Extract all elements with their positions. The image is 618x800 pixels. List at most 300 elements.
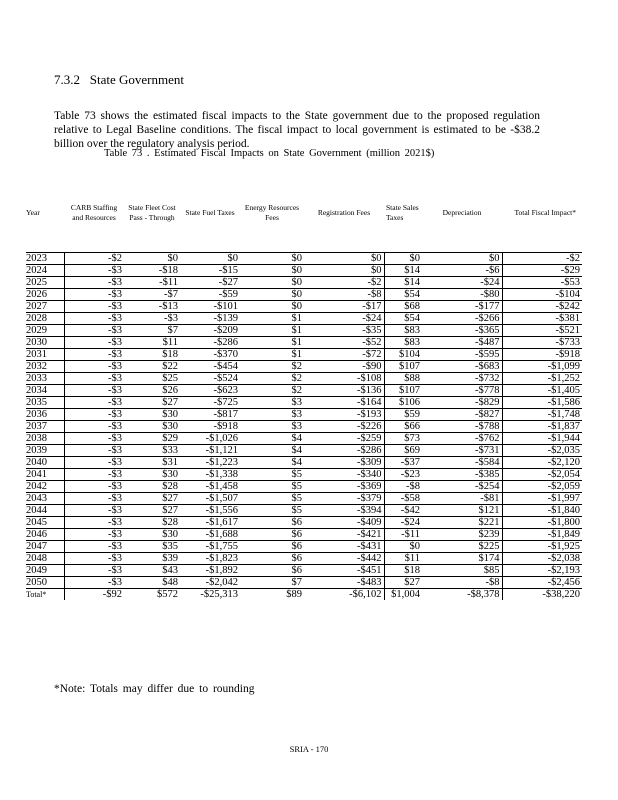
cell-depreciation: -$584 [422,457,502,469]
cell-carb-staffing: -$3 [64,409,124,421]
cell-state-fleet-cost: -$3 [124,313,180,325]
cell-carb-staffing: -$3 [64,385,124,397]
cell-carb-staffing: -$3 [64,553,124,565]
cell-total-fiscal-impact: -$521 [502,325,582,337]
cell-total-fiscal-impact: -$1,997 [502,493,582,505]
cell-state-fleet-cost: -$13 [124,301,180,313]
cell-state-sales-taxes: $106 [384,397,422,409]
cell-registration-fees: -$340 [304,469,384,481]
cell-depreciation: $225 [422,541,502,553]
cell-state-fuel-taxes: -$1,823 [180,553,240,565]
cell-energy-resources-fees: $0 [240,289,304,301]
cell-carb-staffing: -$3 [64,529,124,541]
cell-year: 2024 [26,265,64,277]
cell-carb-staffing: -$3 [64,481,124,493]
header-state-fuel-taxes: State Fuel Taxes [180,174,240,253]
cell-depreciation: -$762 [422,433,502,445]
cell-year: 2036 [26,409,64,421]
cell-state-fleet-cost: $0 [124,253,180,265]
cell-energy-resources-fees: $3 [240,409,304,421]
cell-carb-staffing: -$3 [64,445,124,457]
cell-registration-fees: -$164 [304,397,384,409]
cell-state-fuel-taxes: -$15 [180,265,240,277]
cell-energy-resources-fees: $3 [240,421,304,433]
table-caption: Table 73 . Estimated Fiscal Impacts on State Government (million 2021$) [104,148,435,159]
cell-state-sales-taxes: -$42 [384,505,422,517]
cell-energy-resources-fees: $1 [240,349,304,361]
cell-carb-staffing: -$3 [64,277,124,289]
cell-year: 2046 [26,529,64,541]
cell-state-fleet-cost: $22 [124,361,180,373]
cell-total-fiscal-impact: -$2,193 [502,565,582,577]
header-year: Year [26,174,64,253]
cell-year: 2045 [26,517,64,529]
cell-year: 2030 [26,337,64,349]
cell-energy-resources-fees: $0 [240,265,304,277]
cell-energy-resources-fees: $6 [240,541,304,553]
table-row [26,301,582,313]
cell-carb-staffing: -$3 [64,517,124,529]
cell-year: 2032 [26,361,64,373]
cell-depreciation: -$177 [422,301,502,313]
cell-energy-resources-fees: $7 [240,577,304,589]
cell-state-fuel-taxes: -$59 [180,289,240,301]
cell-year: 2039 [26,445,64,457]
table-header-row [26,174,582,253]
table-total-row [26,589,582,601]
cell-state-fleet-cost: $35 [124,541,180,553]
cell-state-fleet-cost: $39 [124,553,180,565]
cell-state-sales-taxes: $27 [384,577,422,589]
cell-registration-fees: $0 [304,265,384,277]
cell-state-fuel-taxes: -$918 [180,421,240,433]
cell-state-fuel-taxes: -$1,688 [180,529,240,541]
cell-depreciation: -$595 [422,349,502,361]
cell-state-fleet-cost: $25 [124,373,180,385]
cell-year: 2041 [26,469,64,481]
cell-state-fleet-cost: $7 [124,325,180,337]
table-row [26,313,582,325]
cell-registration-fees: -$90 [304,361,384,373]
cell-registration-fees: -$35 [304,325,384,337]
fiscal-impacts-table [26,174,582,600]
table-row [26,469,582,481]
cell-carb-staffing: -$3 [64,565,124,577]
cell-total-fiscal-impact: -$2,120 [502,457,582,469]
cell-carb-staffing: -$3 [64,577,124,589]
cell-total-fiscal-impact: -$29 [502,265,582,277]
cell-carb-staffing: -$3 [64,325,124,337]
cell-carb-staffing: -$3 [64,373,124,385]
header-state-sales-taxes: State Sales Taxes [384,174,422,253]
cell-total-fiscal-impact: -$1,586 [502,397,582,409]
cell-total-fiscal-impact: -$2,456 [502,577,582,589]
cell-total-fiscal-impact: -$2,054 [502,469,582,481]
cell-energy-resources-fees: $4 [240,445,304,457]
cell-total-fiscal-impact: -$53 [502,277,582,289]
cell-state-fleet-cost: $27 [124,397,180,409]
cell-year: 2023 [26,253,64,265]
cell-state-fuel-taxes: -$1,338 [180,469,240,481]
cell-registration-fees: -$52 [304,337,384,349]
cell-total-fiscal-impact: -$918 [502,349,582,361]
cell-energy-resources-fees: $4 [240,457,304,469]
cell-state-fuel-taxes: -$1,121 [180,445,240,457]
cell-registration-fees: -$442 [304,553,384,565]
table-row [26,493,582,505]
cell-state-fuel-taxes: -$1,892 [180,565,240,577]
cell-state-fleet-cost: $30 [124,421,180,433]
cell-total-fiscal-impact: -$1,837 [502,421,582,433]
cell-state-fuel-taxes: -$725 [180,397,240,409]
cell-year: 2029 [26,325,64,337]
cell-registration-fees: -$286 [304,445,384,457]
cell-depreciation: $121 [422,505,502,517]
table-row [26,577,582,589]
cell-state-sales-taxes: $66 [384,421,422,433]
cell-state-fleet-cost: $29 [124,433,180,445]
cell-state-fleet-cost: -$7 [124,289,180,301]
table-row [26,373,582,385]
table-row [26,481,582,493]
header-carb-staffing: CARB Staffing and Resources [64,174,124,253]
cell-state-sales-taxes: -$11 [384,529,422,541]
section-number: 7.3.2 [54,72,80,87]
cell-carb-staffing: -$3 [64,469,124,481]
cell-depreciation: -$731 [422,445,502,457]
cell-state-fuel-taxes: $0 [180,253,240,265]
cell-depreciation: -$8,378 [422,589,502,601]
cell-registration-fees: -$2 [304,277,384,289]
cell-state-fleet-cost: $28 [124,481,180,493]
cell-registration-fees: -$136 [304,385,384,397]
cell-state-fleet-cost: $26 [124,385,180,397]
cell-state-sales-taxes: $69 [384,445,422,457]
cell-state-sales-taxes: $107 [384,385,422,397]
cell-depreciation: -$732 [422,373,502,385]
cell-total-fiscal-impact: -$242 [502,301,582,313]
header-registration-fees: Registration Fees [304,174,384,253]
cell-carb-staffing: -$3 [64,493,124,505]
cell-state-fleet-cost: $48 [124,577,180,589]
cell-total-fiscal-impact: -$2,035 [502,445,582,457]
cell-carb-staffing: -$3 [64,433,124,445]
cell-year: 2027 [26,301,64,313]
cell-depreciation: $0 [422,253,502,265]
cell-registration-fees: -$8 [304,289,384,301]
cell-state-fuel-taxes: -$817 [180,409,240,421]
cell-total-fiscal-impact: -$2,059 [502,481,582,493]
cell-depreciation: -$829 [422,397,502,409]
cell-state-fleet-cost: $30 [124,409,180,421]
cell-depreciation: -$266 [422,313,502,325]
header-depreciation: Depreciation [422,174,502,253]
cell-year: 2031 [26,349,64,361]
cell-total-fiscal-impact: -$2 [502,253,582,265]
cell-depreciation: -$80 [422,289,502,301]
cell-state-sales-taxes: $54 [384,313,422,325]
cell-year: 2026 [26,289,64,301]
cell-state-fleet-cost: $18 [124,349,180,361]
cell-registration-fees: -$431 [304,541,384,553]
cell-energy-resources-fees: $4 [240,433,304,445]
cell-registration-fees: -$421 [304,529,384,541]
intro-paragraph: Table 73 shows the estimated fiscal impacts to the State government due to the proposed regulation relative to Legal Baseline conditions. The fiscal impact to local government is estimated to be -$38.2 billion over the regulatory analysis period. [54,109,540,150]
cell-carb-staffing: -$3 [64,457,124,469]
table-row [26,265,582,277]
cell-depreciation: $221 [422,517,502,529]
cell-state-fleet-cost: $11 [124,337,180,349]
cell-registration-fees: -$394 [304,505,384,517]
cell-state-sales-taxes: -$24 [384,517,422,529]
cell-state-sales-taxes: $59 [384,409,422,421]
table-row [26,337,582,349]
cell-depreciation: -$24 [422,277,502,289]
section-heading [54,72,184,88]
cell-year: 2037 [26,421,64,433]
cell-energy-resources-fees: $6 [240,529,304,541]
cell-year: 2040 [26,457,64,469]
cell-state-fuel-taxes: -$1,458 [180,481,240,493]
cell-year: Total* [26,589,64,601]
cell-total-fiscal-impact: -$1,099 [502,361,582,373]
cell-year: 2047 [26,541,64,553]
rounding-note: *Note: Totals may differ due to rounding [54,683,255,695]
cell-registration-fees: -$108 [304,373,384,385]
cell-state-fleet-cost: -$18 [124,265,180,277]
cell-carb-staffing: -$3 [64,505,124,517]
table-row [26,289,582,301]
cell-state-fuel-taxes: -$27 [180,277,240,289]
cell-energy-resources-fees: $1 [240,325,304,337]
cell-depreciation: $85 [422,565,502,577]
cell-registration-fees: -$483 [304,577,384,589]
cell-total-fiscal-impact: -$1,405 [502,385,582,397]
cell-energy-resources-fees: $5 [240,469,304,481]
cell-state-fuel-taxes: -$1,223 [180,457,240,469]
cell-energy-resources-fees: $5 [240,505,304,517]
cell-depreciation: $174 [422,553,502,565]
cell-carb-staffing: -$3 [64,265,124,277]
table-row [26,385,582,397]
cell-energy-resources-fees: $1 [240,337,304,349]
cell-depreciation: -$254 [422,481,502,493]
cell-carb-staffing: -$3 [64,361,124,373]
table-row [26,409,582,421]
cell-total-fiscal-impact: -$1,840 [502,505,582,517]
cell-state-fuel-taxes: -$1,507 [180,493,240,505]
cell-year: 2049 [26,565,64,577]
section-title: State Government [89,72,184,87]
cell-state-fuel-taxes: -$2,042 [180,577,240,589]
cell-total-fiscal-impact: -$1,800 [502,517,582,529]
cell-energy-resources-fees: $6 [240,517,304,529]
cell-state-fuel-taxes: -$1,755 [180,541,240,553]
header-total-fiscal-impact: Total Fiscal Impact* [502,174,582,253]
cell-registration-fees: -$24 [304,313,384,325]
cell-state-fuel-taxes: -$286 [180,337,240,349]
cell-depreciation: -$827 [422,409,502,421]
cell-state-sales-taxes: $18 [384,565,422,577]
cell-state-fuel-taxes: -$25,313 [200,589,238,600]
cell-state-fuel-taxes: -$524 [180,373,240,385]
cell-energy-resources-fees: $5 [240,493,304,505]
cell-depreciation: -$365 [422,325,502,337]
cell-depreciation: -$81 [422,493,502,505]
table-row [26,565,582,577]
cell-carb-staffing: -$3 [64,301,124,313]
cell-year: 2043 [26,493,64,505]
cell-registration-fees: $0 [304,253,384,265]
cell-registration-fees: -$193 [304,409,384,421]
cell-state-fleet-cost: $572 [157,589,178,600]
table-row [26,325,582,337]
cell-year: 2025 [26,277,64,289]
cell-energy-resources-fees: $2 [240,385,304,397]
cell-total-fiscal-impact: -$2,038 [502,553,582,565]
cell-state-sales-taxes: $14 [384,277,422,289]
cell-state-sales-taxes: $83 [384,337,422,349]
table-row [26,541,582,553]
table-row [26,445,582,457]
header-state-fleet-cost: State Fleet Cost Pass - Through [124,174,180,253]
cell-depreciation: -$8 [422,577,502,589]
cell-state-sales-taxes: $107 [384,361,422,373]
cell-state-fleet-cost: $30 [124,469,180,481]
cell-depreciation: -$487 [422,337,502,349]
page-number: SRIA - 170 [289,744,329,754]
cell-state-fuel-taxes: -$454 [180,361,240,373]
cell-total-fiscal-impact: -$38,220 [542,589,580,600]
cell-total-fiscal-impact: -$1,925 [502,541,582,553]
table-row [26,277,582,289]
cell-state-fleet-cost: $33 [124,445,180,457]
cell-total-fiscal-impact: -$381 [502,313,582,325]
cell-carb-staffing: -$3 [64,421,124,433]
cell-depreciation: $239 [422,529,502,541]
cell-energy-resources-fees: $3 [240,397,304,409]
cell-state-sales-taxes: $68 [384,301,422,313]
cell-registration-fees: -$226 [304,421,384,433]
cell-registration-fees: -$6,102 [304,589,384,601]
cell-energy-resources-fees: $0 [240,253,304,265]
cell-depreciation: -$385 [422,469,502,481]
cell-year: 2042 [26,481,64,493]
cell-registration-fees: -$409 [304,517,384,529]
cell-state-fleet-cost: $27 [124,505,180,517]
cell-energy-resources-fees: $2 [240,373,304,385]
cell-state-fleet-cost: $28 [124,517,180,529]
table-row [26,421,582,433]
cell-carb-staffing: -$92 [102,589,122,600]
cell-registration-fees: -$309 [304,457,384,469]
cell-depreciation: -$778 [422,385,502,397]
cell-state-sales-taxes: -$8 [384,481,422,493]
cell-year: 2035 [26,397,64,409]
cell-state-sales-taxes: $104 [384,349,422,361]
cell-carb-staffing: -$3 [64,349,124,361]
cell-registration-fees: -$379 [304,493,384,505]
table-row [26,553,582,565]
cell-registration-fees: -$369 [304,481,384,493]
cell-state-sales-taxes: $88 [384,373,422,385]
cell-state-sales-taxes: $11 [384,553,422,565]
cell-state-fuel-taxes: -$1,617 [180,517,240,529]
cell-total-fiscal-impact: -$1,944 [502,433,582,445]
cell-state-fuel-taxes: -$623 [180,385,240,397]
cell-state-fleet-cost: $31 [124,457,180,469]
cell-carb-staffing: -$2 [64,253,124,265]
cell-state-sales-taxes: $14 [384,265,422,277]
cell-registration-fees: -$259 [304,433,384,445]
cell-registration-fees: -$451 [304,565,384,577]
cell-depreciation: -$6 [422,265,502,277]
cell-state-sales-taxes: -$58 [384,493,422,505]
cell-year: 2038 [26,433,64,445]
table-body [26,253,582,601]
cell-state-fleet-cost: $43 [124,565,180,577]
cell-state-sales-taxes: $1,004 [391,589,420,600]
cell-total-fiscal-impact: -$1,252 [502,373,582,385]
cell-carb-staffing: -$3 [64,337,124,349]
cell-energy-resources-fees: $0 [240,277,304,289]
table-row [26,349,582,361]
cell-energy-resources-fees: $5 [240,481,304,493]
cell-state-fleet-cost: $30 [124,529,180,541]
cell-state-fleet-cost: -$11 [124,277,180,289]
table-row [26,529,582,541]
cell-total-fiscal-impact: -$1,748 [502,409,582,421]
table-row [26,505,582,517]
cell-registration-fees: -$72 [304,349,384,361]
table-row [26,457,582,469]
cell-energy-resources-fees: $0 [240,301,304,313]
cell-carb-staffing: -$3 [64,289,124,301]
cell-state-sales-taxes: $0 [384,541,422,553]
cell-state-fuel-taxes: -$101 [180,301,240,313]
cell-state-sales-taxes: -$37 [384,457,422,469]
cell-energy-resources-fees: $1 [240,313,304,325]
cell-year: 2044 [26,505,64,517]
cell-total-fiscal-impact: -$1,849 [502,529,582,541]
cell-state-fuel-taxes: -$139 [180,313,240,325]
cell-state-fuel-taxes: -$1,556 [180,505,240,517]
cell-energy-resources-fees: $2 [240,361,304,373]
table-row [26,397,582,409]
cell-year: 2033 [26,373,64,385]
cell-carb-staffing: -$3 [64,313,124,325]
cell-carb-staffing: -$3 [64,541,124,553]
table-row [26,433,582,445]
cell-energy-resources-fees: $6 [240,553,304,565]
cell-depreciation: -$788 [422,421,502,433]
cell-registration-fees: -$17 [304,301,384,313]
cell-state-sales-taxes: $0 [384,253,422,265]
cell-carb-staffing: -$3 [64,397,124,409]
cell-depreciation: -$683 [422,361,502,373]
header-energy-resources-fees: Energy Resources Fees [240,174,304,253]
cell-state-fuel-taxes: -$1,026 [180,433,240,445]
table-row [26,361,582,373]
cell-state-fuel-taxes: -$370 [180,349,240,361]
cell-total-fiscal-impact: -$733 [502,337,582,349]
cell-state-sales-taxes: $54 [384,289,422,301]
cell-state-fleet-cost: $27 [124,493,180,505]
table-row [26,253,582,265]
cell-state-sales-taxes: $73 [384,433,422,445]
cell-energy-resources-fees: $6 [240,565,304,577]
cell-state-fuel-taxes: -$209 [180,325,240,337]
